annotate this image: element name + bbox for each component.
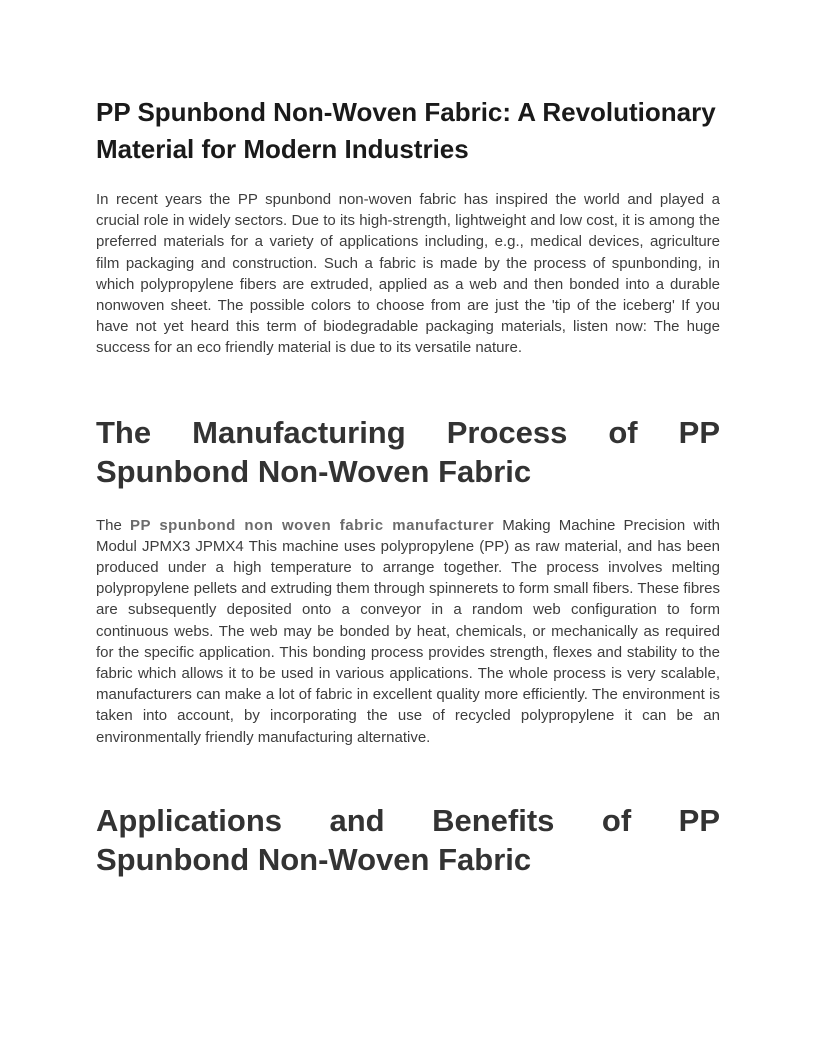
section-heading-line1: The Manufacturing Process of PP: [96, 414, 720, 450]
intro-paragraph: In recent years the PP spunbond non-woven fabric has inspired the world and played a crucial role in widely sectors. Due to its high-strength, lightweight and low cost, it is among the preferred materials for a variety of applications including, e.g., medical devices, agriculture film packaging and construction. Such a fabric is made by the process of spunbonding, in which polypropylene fibers are extruded, applied as a web and then bonded into a durable nonwoven sheet. The possible colors to choose from are just the 'tip of the iceberg' If you have not yet heard this term of biodegradable packaging materials, listen now: The huge success for an eco friendly material is due to its versatile nature.: [96, 191, 720, 357]
page-title: PP Spunbond Non-Woven Fabric: A Revolutionary Material for Modern Industries: [96, 97, 716, 164]
manufacturing-paragraph: [96, 515, 720, 748]
section-heading-line2: Spunbond Non-Woven Fabric: [96, 453, 532, 489]
paragraph-body: Making Machine Precision with Modul JPMX3 JPMX4 This machine uses polypropylene (PP) as raw material, and has been produced under a high temperature to arrange together. The process involves melting polypropylene pellets and extruding them through spinnerets to form small fibers. These fibres are subsequently deposited onto a conveyor in a random web configuration to form continuous webs. The web may be bonded by heat, chemicals, or mechanically as required for the specific application. This bonding process provides strength, flexes and stability to the fabric which allows it to be used in various applications. The whole process is very scalable, manufacturers can make a lot of fabric in excellent quality more efficiently. The environment is taken into account, by incorporating the use of recycled polypropylene it can be an environmentally friendly manufacturing alternative.: [96, 516, 720, 746]
paragraph-prefix: The: [96, 516, 130, 534]
section-heading-applications: Applications and Benefits of PP Spunbond Non-Woven Fabric: [96, 802, 720, 877]
manufacturer-link[interactable]: PP spunbond non woven fabric manufacturer: [129, 516, 495, 534]
document-page: [96, 94, 720, 879]
section-heading-manufacturing: [96, 413, 720, 491]
